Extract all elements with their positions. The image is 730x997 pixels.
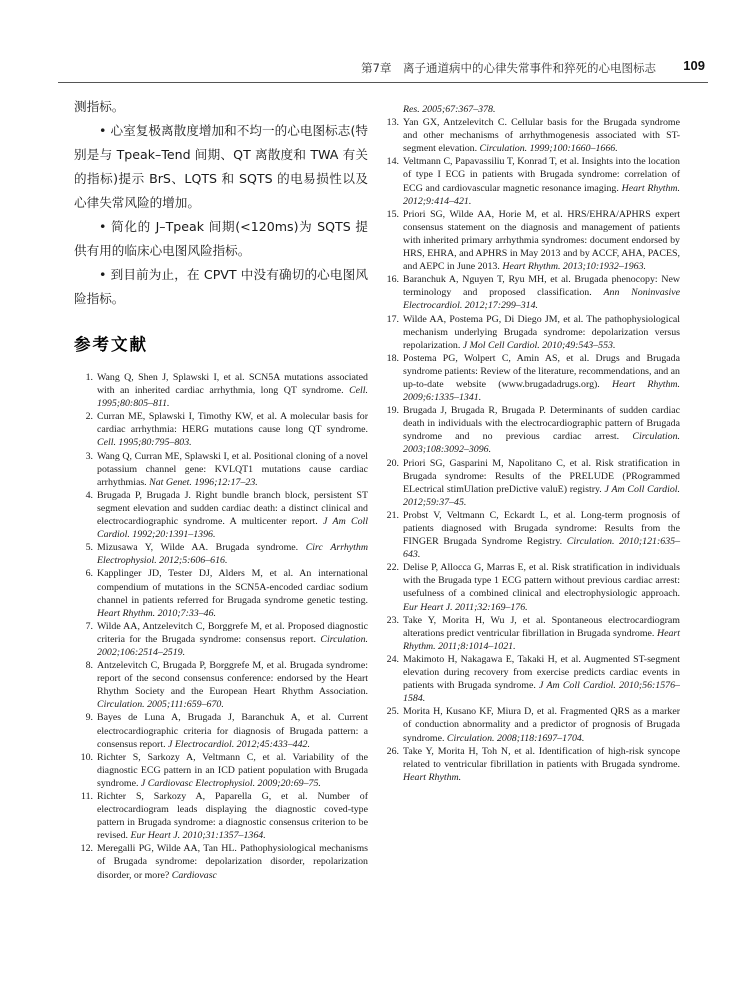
- reference-journal: Cell. 1995;80:795–803.: [97, 437, 192, 449]
- reference-item: [380, 313, 680, 352]
- reference-journal: Heart Rhythm. 2009;6:1335–1341.: [403, 378, 680, 404]
- reference-number: 6.: [85, 568, 93, 580]
- reference-number: 3.: [85, 450, 93, 462]
- reference-item: [380, 705, 680, 744]
- reference-item: [74, 751, 368, 790]
- reference-body: Probst V, Veltmann C, Eckardt L, et al. Long-term prognosis of patients diagnosed with Brugada syndrome: Results from the FINGER Brugada Syndrome Registry.: [403, 509, 680, 548]
- reference-item: [380, 155, 680, 207]
- reference-number: 24.: [386, 653, 399, 665]
- reference-journal: Heart Rhythm. 2010;7:33–46.: [97, 607, 217, 619]
- running-header: [0, 0, 730, 88]
- reference-number: 7.: [85, 620, 93, 632]
- reference-number: 1.: [85, 372, 93, 383]
- reference-body: Wilde AA, Antzelevitch C, Borggrefe M, et al. Proposed diagnostic criteria for the Brugada syndrome: consensus report.: [97, 620, 368, 645]
- reference-body: Baranchuk A, Nguyen T, Ryu MH, et al. Brugada phenocopy: New terminology and proposed classification.: [403, 274, 680, 299]
- reference-body: Curran ME, Splawski I, Timothy KW, et al. A molecular basis for cardiac arrhythmia: HERG mutations cause long QT syndrome.: [97, 411, 368, 436]
- reference-number: 17.: [386, 313, 399, 325]
- reference-list: [380, 116, 680, 784]
- reference-journal: Eur Heart J. 2010;31:1357–1364.: [130, 830, 266, 842]
- reference-body: Yan GX, Antzelevitch C. Cellular basis for the Brugada syndrome and other mechanisms of arrhythmogenesis associated with ST-segment elevation.: [403, 117, 680, 155]
- page-number: 109: [683, 58, 705, 73]
- reference-item: [380, 457, 680, 509]
- reference-journal: Ann Noninvasive Electrocardiol. 2012;17:299–314.: [403, 287, 680, 312]
- reference-journal: J Electrocardiol. 2012;45:433–442.: [168, 738, 310, 750]
- reference-item: [74, 371, 368, 410]
- continued-text: 测指标。: [74, 99, 125, 114]
- reference-body: Postema PG, Wolpert C, Amin AS, et al. Drugs and Brugada syndrome patients: Review of the literature, recommendations, and an up-to-date website (www.brugadadrugs.org).: [403, 352, 680, 390]
- reference-item: [74, 711, 368, 750]
- reference-body: Veltmann C, Papavassiliu T, Konrad T, et al. Insights into the location of type I ECG in patients with Brugada syndrome: correlation of ECG and cardiovascular magnetic resonance imaging.: [403, 156, 680, 194]
- reference-body: Priori SG, Gasparini M, Napolitano C, et al. Risk stratification in Brugada syndrome: Results of the PRELUDE (PRogrammed ELectrical stimUlation preDictive valuE) registry.: [403, 457, 680, 495]
- reference-journal: Circulation. 2002;106:2514–2519.: [97, 633, 368, 658]
- right-column: [380, 103, 680, 784]
- reference-number: 21.: [386, 509, 399, 521]
- reference-journal: Nat Genet. 1996;12:17–23.: [149, 476, 258, 488]
- reference-journal: J Am Coll Cardiol. 2012;59:37–45.: [403, 483, 680, 508]
- reference-item: [380, 614, 680, 653]
- reference-journal: Cardiovasc: [171, 869, 217, 881]
- reference-item: [380, 561, 680, 613]
- reference-number: 19.: [386, 405, 399, 417]
- reference-body: Meregalli PG, Wilde AA, Tan HL. Pathophysiological mechanisms of Brugada syndrome: depolarization disorder, repolarization disorder, or more?: [97, 843, 368, 881]
- reference-number: 20.: [386, 457, 399, 469]
- reference-body: Take Y, Morita H, Toh N, et al. Identification of high-risk syncope related to ventricular fibrillation in patients with Brugada syndrome.: [403, 745, 680, 770]
- reference-item: [74, 567, 368, 619]
- reference-journal: Circulation. 2008;118:1697–1704.: [446, 732, 585, 744]
- reference-continuation: [380, 103, 680, 116]
- reference-number: 26.: [386, 745, 399, 757]
- reference-journal: Circulation. 2010;121:635–643.: [403, 536, 681, 561]
- reference-body: Wang Q, Shen J, Splawski I, et al. SCN5A mutations associated with an inherited cardiac arrhythmia, long QT syndrome.: [97, 372, 368, 397]
- reference-number: 15.: [386, 208, 399, 220]
- reference-journal: Heart Rhythm. 2012;9:414–421.: [403, 182, 680, 207]
- reference-journal: J Cardiovasc Electrophysiol. 2009;20:69–75.: [140, 777, 321, 789]
- bullet-point: • 简化的 J–Tpeak 间期(<120ms)为 SQTS 提供有用的临床心电图风险指标。: [74, 219, 368, 258]
- reference-number: 10.: [80, 751, 93, 763]
- reference-number: 12.: [80, 843, 93, 855]
- reference-body: Morita H, Kusano KF, Miura D, et al. Fragmented QRS as a marker of conduction abnormality and a predictor of prognosis of Brugada syndrome.: [403, 706, 680, 744]
- reference-body: Priori SG, Wilde AA, Horie M, et al. HRS/EHRA/APHRS expert consensus statement on the diagnosis and management of patients with inherited primary arrhythmia syndromes: document endorsed by HRS, EHRA, and APHRS in May 2013 and by ACCF, AHA, PACES, and AEPC in June 2013.: [403, 208, 680, 273]
- header-rule: [58, 82, 708, 83]
- reference-number: 8.: [85, 660, 93, 672]
- reference-body: Makimoto H, Nakagawa E, Takaki H, et al. Augmented ST-segment elevation during recovery from exercise predicts cardiac events in patients with Brugada syndrome.: [403, 653, 680, 692]
- reference-body: Wilde AA, Postema PG, Di Diego JM, et al. The pathophysiological mechanism underlying Brugada syndrome: depolarization versus repolarization.: [403, 313, 680, 351]
- reference-item: [74, 842, 368, 881]
- reference-journal: Eur Heart J. 2011;32:169–176.: [403, 601, 528, 613]
- reference-item: [380, 509, 680, 561]
- reference-body: Delise P, Allocca G, Marras E, et al. Risk stratification in individuals with the Brugada type 1 ECG pattern without previous cardiac arrest: usefulness of a combined clinical and electrophysiologic approach.: [403, 562, 680, 600]
- reference-journal: Circulation. 2005;111:659–670.: [97, 699, 224, 711]
- reference-item: [380, 352, 680, 404]
- reference-item: [380, 116, 680, 155]
- reference-number: 4.: [85, 489, 93, 501]
- reference-body: Brugada J, Brugada R, Brugada P. Determinants of sudden cardiac death in individuals with the electrocardiographic pattern of Brugada syndrome and no previous cardiac arrest.: [403, 405, 680, 443]
- reference-number: 5.: [85, 542, 93, 554]
- reference-journal: Cell. 1995;80:805–811.: [97, 385, 368, 410]
- reference-journal: Heart Rhythm.: [403, 771, 462, 783]
- reference-number: 14.: [386, 156, 399, 168]
- bullet-point: • 心室复极离散度增加和不均一的心电图标志(特别是与 Tpeak–Tend 间期、QT 离散度和 TWA 有关的指标)提示 BrS、LQTS 和 SQTS 的电易损性以及心律失常风险的增加。: [74, 123, 368, 210]
- reference-item: [74, 659, 368, 711]
- reference-number: 25.: [386, 706, 399, 718]
- reference-journal: J Am Coll Cardiol. 2010;56:1576–1584.: [403, 680, 680, 705]
- reference-body: Brugada P, Brugada J. Right bundle branch block, persistent ST segment elevation and sudden cardiac death: a distinct clinical and electrocardiographic syndrome. A multicenter report.: [97, 489, 368, 528]
- reference-number: 2.: [85, 411, 93, 423]
- reference-item: [380, 273, 680, 312]
- reference-body: Kapplinger JD, Tester DJ, Alders M, et al. An international compendium of mutations in the SCN5A-encoded cardiac sodium channel in patients referred for Brugada syndrome genetic testing.: [97, 568, 368, 606]
- reference-body: Richter S, Sarkozy A, Veltmann C, et al. Variability of the diagnostic ECG pattern in an ICD patient population with Brugada syndrome.: [97, 751, 368, 789]
- reference-journal: Heart Rhythm. 2013;10:1932–1963.: [502, 261, 647, 273]
- reference-item: [74, 541, 368, 567]
- reference-number: 11.: [81, 791, 93, 802]
- reference-body: Richter S, Sarkozy A, Paparella G, et al. Number of electrocardiogram leads displaying the diagnostic coved-type pattern in Brugada syndrome: a diagnostic consensus criterion to be revised.: [97, 791, 368, 842]
- reference-number: 13.: [386, 117, 399, 129]
- reference-item: [74, 410, 368, 449]
- reference-item: [74, 450, 368, 489]
- reference-continuation-journal: Res. 2005;67:367–378.: [403, 104, 496, 115]
- reference-number: 22.: [386, 562, 399, 574]
- reference-body: Take Y, Morita H, Wu J, et al. Spontaneous electrocardiogram alterations predict ventricular fibrillation in Brugada syndrome.: [403, 614, 680, 639]
- left-column: [74, 95, 368, 882]
- reference-body: Wang Q, Curran ME, Splawski I, et al. Positional cloning of a novel potassium channel gene: KVLQT1 mutations cause cardiac arrhythmias.: [97, 450, 368, 488]
- reference-item: [380, 404, 680, 456]
- bullet-point: • 到目前为止，在 CPVT 中没有确切的心电图风险指标。: [74, 267, 368, 306]
- reference-number: 9.: [85, 712, 93, 724]
- reference-item: [74, 489, 368, 541]
- reference-item: [380, 653, 680, 705]
- reference-list: [74, 371, 368, 882]
- reference-number: 23.: [386, 614, 399, 626]
- reference-number: 18.: [386, 352, 399, 364]
- reference-journal: Circulation. 2003;108:3092–3096.: [403, 431, 680, 456]
- reference-number: 16.: [386, 274, 399, 286]
- reference-journal: Circ Arrhythm Electrophysiol. 2012;5:606–616.: [97, 542, 368, 567]
- reference-journal: J Am Coll Cardiol. 1992;20:1391–1396.: [97, 516, 368, 541]
- reference-body: Bayes de Luna A, Brugada J, Baranchuk A, et al. Current electrocardiographic criteria for diagnosis of Brugada pattern: a consensus report.: [97, 712, 368, 750]
- reference-journal: Heart Rhythm. 2011;8:1014–1021.: [403, 627, 680, 652]
- reference-item: [74, 620, 368, 659]
- references-heading: 参考文献: [74, 335, 148, 354]
- reference-journal: J Mol Cell Cardiol. 2010;49:543–553.: [462, 339, 616, 351]
- reference-body: Antzelevitch C, Brugada P, Borggrefe M, et al. Brugada syndrome: report of the second consensus conference: endorsed by the Heart Rhythm Society and the European Heart Rhythm Association.: [97, 660, 368, 698]
- reference-item: [380, 745, 680, 784]
- reference-item: [74, 790, 368, 842]
- reference-body: Mizusawa Y, Wilde AA. Brugada syndrome.: [97, 542, 306, 554]
- chapter-title: 第7章 离子通道病中的心律失常事件和猝死的心电图标志: [361, 61, 656, 75]
- reference-item: [380, 208, 680, 273]
- reference-journal: Circulation. 1999;100:1660–1666.: [479, 143, 618, 155]
